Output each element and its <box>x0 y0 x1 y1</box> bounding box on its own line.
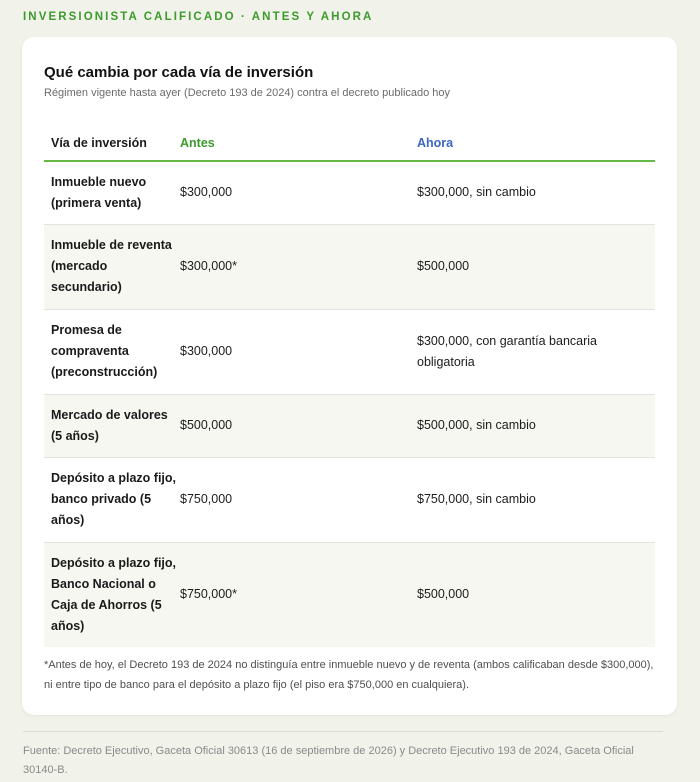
cell-via: Promesa de compraventa (preconstrucción) <box>51 323 158 379</box>
cell-ahora: $750,000, sin cambio <box>417 492 536 506</box>
cell-via: Mercado de valores (5 años) <box>44 394 180 457</box>
cell-via: Inmueble de reventa (mercado secundario) <box>44 224 180 309</box>
cell-ahora: $500,000 <box>417 542 655 647</box>
comparison-table <box>44 123 655 647</box>
cell-ahora: $300,000, con garantía bancaria obligatoria <box>417 333 597 369</box>
table-row <box>44 394 655 457</box>
cell-ahora: $500,000 <box>417 224 655 309</box>
table-row <box>44 457 655 542</box>
cell-antes: $500,000 <box>180 394 417 457</box>
table-row <box>44 161 655 224</box>
cell-antes: $300,000 <box>180 185 233 200</box>
cell-antes: $300,000 <box>180 344 233 358</box>
header-ahora: Ahora <box>417 123 655 161</box>
source-note: Fuente: Decreto Ejecutivo, Gaceta Oficial 30613 (16 de septiembre de 2026) y Decreto Ejecutivo 193 de 2024, Gaceta Oficial 30140-B. <box>23 731 663 780</box>
table-row <box>44 542 655 647</box>
table-row <box>44 309 655 394</box>
cell-ahora: $500,000, sin cambio <box>417 394 655 457</box>
table-header-row <box>44 123 655 161</box>
cell-antes: $300,000* <box>180 224 417 309</box>
cell-via: Inmueble nuevo (primera venta) <box>51 174 147 210</box>
header-antes: Antes <box>180 123 417 161</box>
cell-ahora: $300,000, sin cambio <box>417 185 536 200</box>
cell-via: Depósito a plazo fijo, Banco Nacional o Caja de Ahorros (5 años) <box>44 542 180 647</box>
cell-antes: $750,000* <box>180 542 417 647</box>
cell-via: Depósito a plazo fijo, banco privado (5 años) <box>51 471 177 527</box>
table-row <box>44 224 655 309</box>
card-subtitle: Régimen vigente hasta ayer (Decreto 193 de 2024) contra el decreto publicado hoy <box>44 87 451 99</box>
header-via: Vía de inversión <box>44 123 180 161</box>
kicker-label: INVERSIONISTA CALIFICADO · ANTES Y AHORA <box>23 11 374 23</box>
comparison-card <box>22 37 677 715</box>
footnote: *Antes de hoy, el Decreto 193 de 2024 no distinguía entre inmueble nuevo y de reventa (ambos calificaban desde $300,000), ni entre tipo de banco para el depósito a plazo fijo (el piso era $750,000 en cualquiera). <box>44 659 654 691</box>
card-title: Qué cambia por cada vía de inversión <box>44 64 314 81</box>
cell-antes: $750,000 <box>180 492 233 506</box>
